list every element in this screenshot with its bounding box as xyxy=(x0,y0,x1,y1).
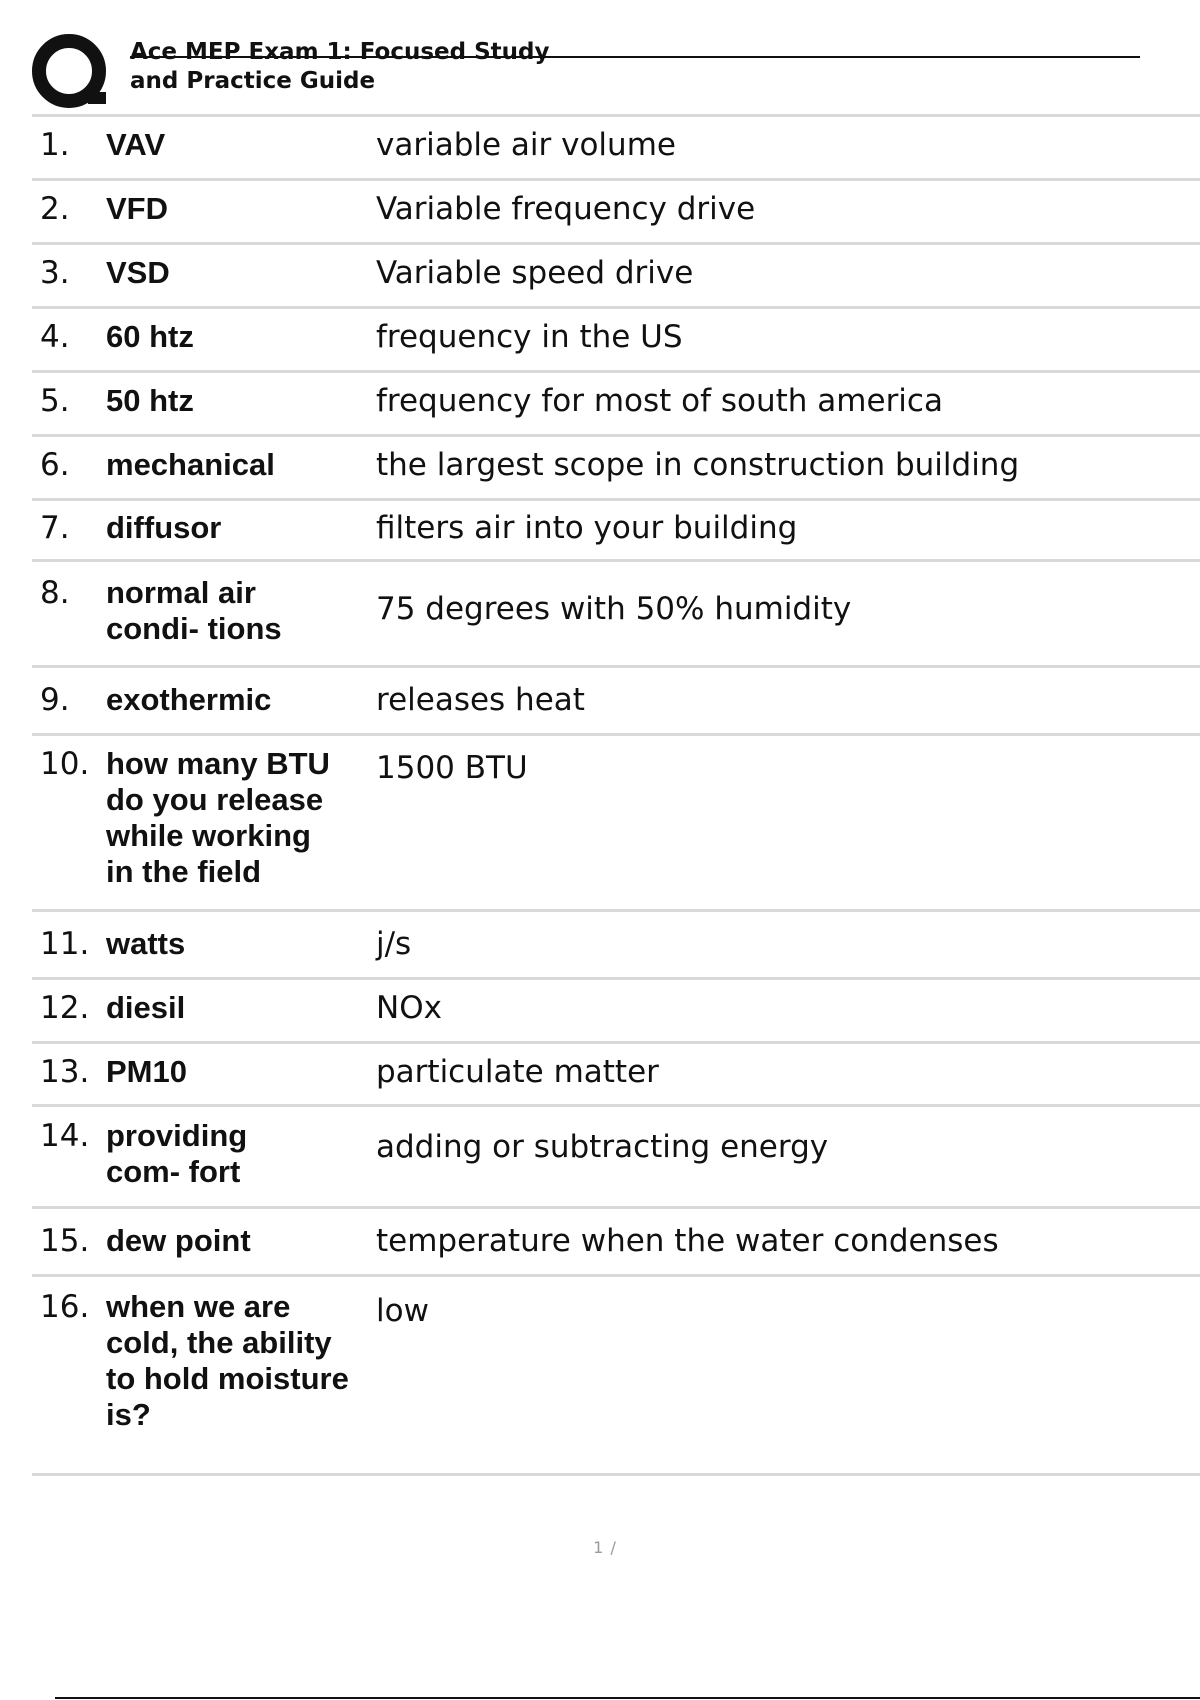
row-term: diffusor xyxy=(106,510,222,545)
row-term: watts xyxy=(106,926,186,961)
row-definition: variable air volume xyxy=(376,127,676,163)
row-term xyxy=(106,746,376,909)
row-definition: adding or subtracting energy xyxy=(376,1129,829,1165)
table-row xyxy=(32,1044,1200,1107)
row-definition: Variable speed drive xyxy=(376,255,694,291)
row-definition: filters air into your building xyxy=(376,510,798,546)
table-row xyxy=(32,562,1200,668)
row-term-line: when we are xyxy=(106,1289,291,1324)
row-term: PM10 xyxy=(106,1054,187,1089)
table-row xyxy=(32,117,1200,181)
table-row xyxy=(32,980,1200,1044)
row-number: 6. xyxy=(40,447,70,483)
row-term-line: com- fort xyxy=(106,1154,241,1189)
row-number: 8. xyxy=(40,575,70,611)
row-term: 60 htz xyxy=(106,319,194,354)
row-number: 12. xyxy=(40,990,90,1026)
row-term xyxy=(106,1118,376,1206)
row-number: 1. xyxy=(40,127,70,163)
row-term-line: to hold moisture xyxy=(106,1361,349,1396)
table-row xyxy=(32,736,1200,912)
row-number: 13. xyxy=(40,1054,90,1090)
table-row xyxy=(32,668,1200,736)
row-definition: frequency for most of south america xyxy=(376,383,943,419)
row-definition: temperature when the water condenses xyxy=(376,1223,999,1259)
q-logo-icon xyxy=(32,34,110,112)
row-number: 3. xyxy=(40,255,70,291)
table-row xyxy=(32,912,1200,980)
row-number: 4. xyxy=(40,319,70,355)
row-number: 9. xyxy=(40,682,70,718)
row-definition: 1500 BTU xyxy=(376,750,528,786)
row-term xyxy=(106,575,376,665)
title-line-1: Ace MEP Exam 1: Focused Study xyxy=(130,39,550,65)
flashcard-table xyxy=(32,117,1200,1476)
row-definition: low xyxy=(376,1293,429,1329)
table-row xyxy=(32,1107,1200,1209)
row-term-line: while working xyxy=(106,818,311,853)
row-definition: Variable frequency drive xyxy=(376,191,756,227)
table-row xyxy=(32,245,1200,309)
table-row xyxy=(32,373,1200,437)
row-term-line: normal air xyxy=(106,575,256,610)
row-term-line: providing xyxy=(106,1118,248,1153)
row-term-line: condi- tions xyxy=(106,611,282,646)
row-definition: NOx xyxy=(376,990,442,1026)
row-number: 10. xyxy=(40,746,90,782)
document-header xyxy=(30,28,1140,112)
row-definition: particulate matter xyxy=(376,1054,659,1090)
row-number: 7. xyxy=(40,510,70,546)
row-term xyxy=(106,1289,376,1473)
row-definition: the largest scope in construction building xyxy=(376,447,1020,483)
row-term: exothermic xyxy=(106,682,272,717)
table-row xyxy=(32,501,1200,562)
table-row xyxy=(32,181,1200,245)
row-term: VAV xyxy=(106,127,166,162)
row-term-line: do you release xyxy=(106,782,324,817)
row-definition: j/s xyxy=(376,926,412,962)
row-term: VFD xyxy=(106,191,168,226)
row-term: VSD xyxy=(106,255,170,290)
row-number: 2. xyxy=(40,191,70,227)
row-number: 14. xyxy=(40,1118,90,1154)
row-number: 16. xyxy=(40,1289,90,1325)
row-term: diesil xyxy=(106,990,186,1025)
title-line-2: and Practice Guide xyxy=(130,68,376,94)
row-term: 50 htz xyxy=(106,383,194,418)
row-term-line: in the field xyxy=(106,854,261,889)
table-row xyxy=(32,309,1200,373)
document-title xyxy=(130,38,1130,96)
row-definition: releases heat xyxy=(376,682,585,718)
row-number: 15. xyxy=(40,1223,90,1259)
row-number: 11. xyxy=(40,926,90,962)
row-term: dew point xyxy=(106,1223,251,1258)
page-number: 1 / xyxy=(593,1538,617,1557)
row-number: 5. xyxy=(40,383,70,419)
table-row xyxy=(32,1277,1200,1476)
row-definition: 75 degrees with 50% humidity xyxy=(376,591,852,627)
row-term-line: how many BTU xyxy=(106,746,330,781)
row-term-line: cold, the ability xyxy=(106,1325,332,1360)
table-row xyxy=(32,1209,1200,1277)
row-term-line: is? xyxy=(106,1397,151,1432)
table-row xyxy=(32,437,1200,501)
footer-divider xyxy=(55,1697,1200,1699)
row-definition: frequency in the US xyxy=(376,319,683,355)
row-term: mechanical xyxy=(106,447,275,482)
